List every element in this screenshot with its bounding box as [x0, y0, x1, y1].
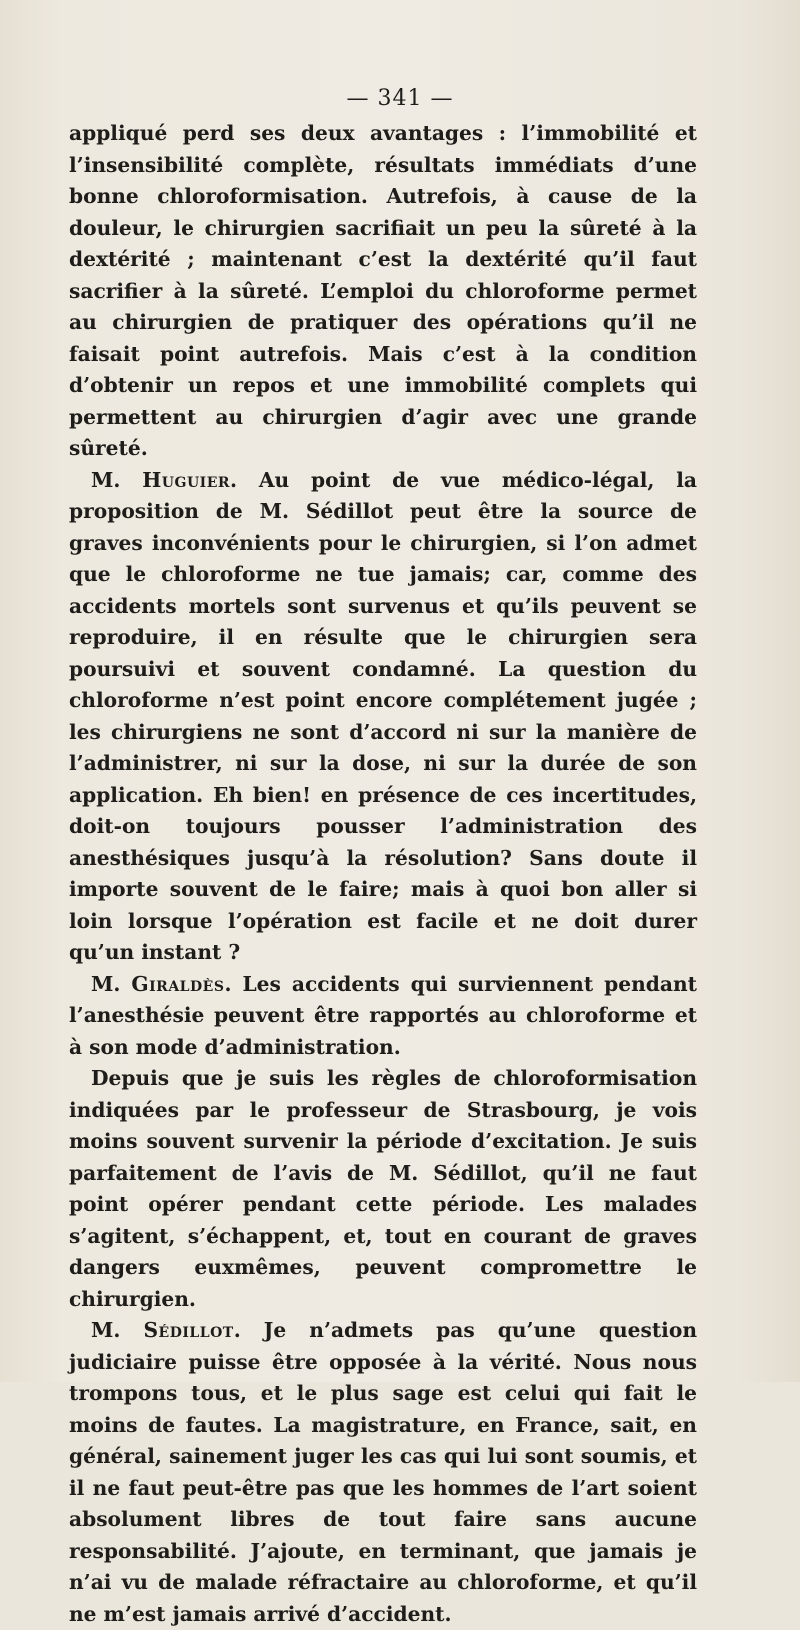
paragraph-text: . Je n’admets pas qu’une question judiciaire puisse être opposée à la vérité. Nous nous trompons tous, et le plus sage est celui qui fait le moins de fautes. La magistrature, en France, sait, en général, sainement juger les cas qui lui sont soumis, et il ne faut peut-être pas que les hommes de l’art soient absolument libres de tout faire sans aucune responsabilité. J’ajoute, en terminant, que jamais je n’ai vu de malade réfractaire au chloroforme, et qu’il ne m’est jamais arrivé d’accident.	[69, 1318, 697, 1626]
page-number: — 341 —	[346, 86, 454, 111]
paragraph-giraldes	[69, 969, 697, 1064]
speaker-prefix: M.	[91, 1318, 144, 1342]
paragraph-text: appliqué perd ses deux avantages : l’immobilité et l’insensibilité complète, résultats immédiats d’une bonne chloroformisation. Autrefois, à cause de la douleur, le chirurgien sacrifiait un peu la sûreté à la dextérité ; maintenant c’est la dextérité qu’il faut sacrifier à la sûreté. L’emploi du chloroforme permet au chirurgien de pratiquer des opérations qu’il ne faisait point autrefois. Mais c’est à la condition d’obtenir un repos et une immobilité complets qui permettent au chirurgien d’agir avec une grande sûreté.	[69, 121, 697, 460]
speaker-name: Giraldès	[131, 971, 225, 996]
paragraph-text: . Au point de vue médico-légal, la proposition de M. Sédillot peut être la source de graves inconvénients pour le chirurgien, si l’on admet que le chloroforme ne tue jamais; car, comme des accidents mortels sont survenus et qu’ils peuvent se reproduire, il en résulte que le chirurgien sera poursuivi et souvent condamné. La question du chloroforme n’est point encore complétement jugée ; les chirurgiens ne sont d’accord ni sur la manière de l’administrer, ni sur la dose, ni sur la durée de son application. Eh bien! en présence de ces incertitudes, doit-on toujours pousser l’administration des anesthésiques jusqu’à la résolution? Sans doute il importe souvent de le faire; mais à quoi bon aller si loin lorsque l’opération est facile et ne doit durer qu’un instant ?	[69, 467, 698, 964]
body-text	[69, 118, 697, 1630]
paragraph-sedillot	[69, 1315, 697, 1630]
paragraph-huguier	[69, 465, 697, 969]
speaker-name: Huguier	[142, 467, 231, 492]
speaker-name: Sédillot	[143, 1318, 234, 1342]
paragraph-text: Depuis que je suis les règles de chloroformisation indiquées par le professeur de Strasbourg, je vois moins souvent survenir la période d’excitation. Je suis parfaitement de l’avis de M. Sédillot, qu’il ne faut point opérer pendant cette période. Les malades s’agitent, s’échappent, et, tout en courant de graves dangers euxmêmes, peuvent compromettre le chirurgien.	[69, 1066, 697, 1311]
speaker-prefix: M.	[91, 467, 143, 492]
paragraph-text: . Les accidents qui surviennent pendant l’anesthésie peuvent être rapportés au chloroforme et à son mode d’administration.	[69, 971, 698, 1059]
speaker-prefix: M.	[91, 971, 132, 996]
paragraph-giraldes-continued	[69, 1063, 697, 1315]
paragraph-continuation	[69, 118, 697, 465]
